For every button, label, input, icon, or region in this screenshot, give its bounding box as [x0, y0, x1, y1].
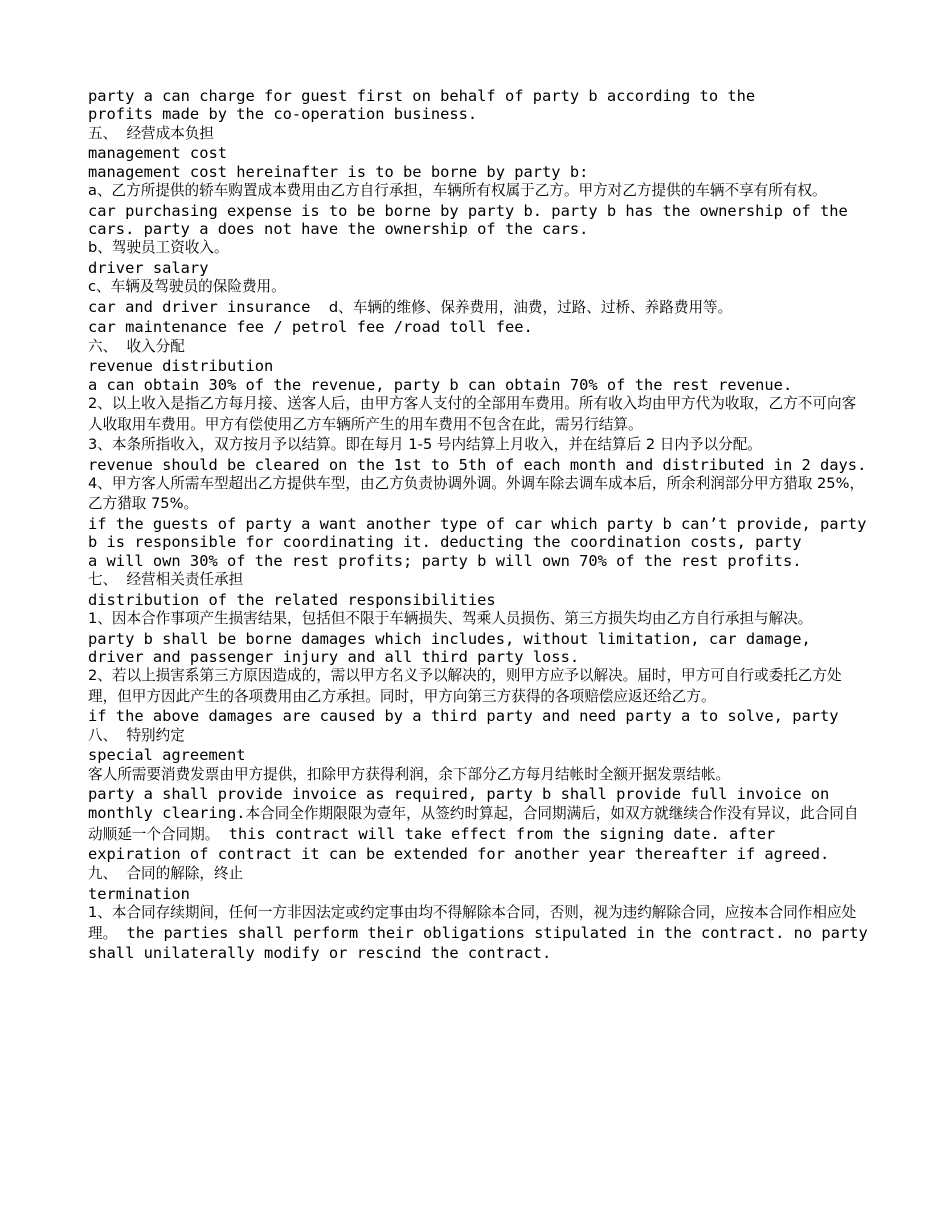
clause-d-cn: d、车辆的维修、保养费用，油费，过路、过桥、养路费用等。	[328, 298, 733, 316]
clause-a-cn: a、乙方所提供的轿车购置成本费用由乙方自行承担，车辆所有权属于乙方。甲方对乙方提供的车辆不享有所有权。	[88, 182, 827, 200]
section-6-title-en: revenue distribution	[88, 357, 274, 376]
section-7-title-en: distribution of the related responsibilities	[88, 590, 496, 609]
clause-6-2-cn: 2、以上收入是指乙方每月接、送客人后，由甲方客人支付的全部用车费用。所有收入均由甲方代为收取，乙方不可向客人收取用车费用。甲方有偿使用乙方车辆所产生的用车费用不包含在此，需另行结算。	[88, 395, 857, 433]
document-page	[88, 87, 878, 963]
section-8-heading: 八、 特别约定	[88, 726, 185, 744]
clause-8-invoice-en: party a shall provide invoice as required, party b shall provide full invoice on monthly clearing.	[88, 785, 839, 823]
clause-6-3-cn: 3、本条所指收入，双方按月予以结算。即在每月 1-5 号内结算上月收入，并在结算后 2 日内予以分配。	[88, 436, 762, 454]
clause-c-d-mixed	[88, 298, 868, 319]
clause-d-en: car maintenance fee / petrol fee /road toll fee.	[88, 318, 533, 337]
section-9-title-en: termination	[88, 884, 190, 903]
section-6-heading: 六、 收入分配	[88, 337, 185, 355]
section-7-heading: 七、 经营相关责任承担	[88, 571, 244, 589]
clause-7-2-en: if the above damages are caused by a third party and need party a to solve, party	[88, 707, 839, 726]
section-5-heading: 五、 经营成本负担	[88, 124, 215, 142]
clause-c-cn: c、车辆及驾驶员的保险费用。	[88, 278, 286, 296]
clause-7-2-cn: 2、若以上损害系第三方原因造成的，需以甲方名义予以解决的，则甲方应予以解决。届时，甲方可自行或委托乙方处理，但甲方因此产生的各项费用由乙方承担。同时，甲方向第三方获得的各项赔偿应返还给乙方。	[88, 667, 842, 705]
clause-b-en: driver salary	[88, 258, 209, 277]
clause-8-term-cn: 本合同全作期限限为壹年，从签约时算起，合同期满后，如双方就继续合作没有异议，此合同自动顺延一个合同期。	[88, 805, 859, 843]
clause-b-cn: b、驾驶员工资收入。	[88, 239, 229, 257]
clause-8-term-en: this contract will take effect from the signing date. after expiration of contract it can be extended for another year thereafter if agreed.	[88, 824, 830, 864]
paragraph-management-cost: management cost hereinafter is to be borne by party b:	[88, 162, 589, 181]
paragraph-profit-charge: party a can charge for guest first on behalf of party b according to the profits made by the co-operation business.	[88, 87, 756, 124]
revenue-share-en: a can obtain 30% of the revenue, party b can obtain 70% of the rest revenue.	[88, 375, 793, 394]
section-5-title-en: management cost	[88, 144, 227, 163]
clause-8-invoice-cn: 客人所需要消费发票由甲方提供，扣除甲方获得利润，余下部分乙方每月结帐时全额开据发票结帐。	[88, 765, 731, 783]
section-8-title-en: special agreement	[88, 746, 246, 765]
clause-8-mixed	[88, 785, 868, 864]
clause-9-1-mixed	[88, 903, 878, 963]
clause-7-1-cn: 1、因本合作事项产生损害结果，包括但不限于车辆损失、驾乘人员损伤、第三方损失均由乙方自行承担与解决。	[88, 610, 813, 628]
clause-6-3-en: revenue should be cleared on the 1st to 5th of each month and distributed in 2 days.	[88, 455, 867, 474]
clause-9-1-en: the parties shall perform their obligations stipulated in the contract. no party shall unilaterally modify or rescind the contract.	[88, 923, 878, 963]
clause-6-4-cn: 4、甲方客人所需车型超出乙方提供车型，由乙方负责协调外调。外调车除去调车成本后，所余利润部分甲方猎取 25%，乙方猎取 75%。	[88, 474, 865, 513]
clause-6-4-en: if the guests of party a want another type of car which party b can’t provide, party b is responsible for coordinating it. deducting the coordination costs, party a will own 30% of the rest profits; party b will own 70% of the rest profits.	[88, 514, 867, 570]
clause-c-en: car and driver insurance	[88, 297, 329, 316]
clause-9-1-cn: 1、本合同存续期间，任何一方非因法定或约定事由均不得解除本合同，否则，视为违约解除合同，应按本合同作相应处理。	[88, 904, 857, 942]
clause-a-en: car purchasing expense is to be borne by party b. party b has the ownership of the cars. party a does not have the ownership of the cars.	[88, 201, 858, 239]
section-9-heading: 九、 合同的解除，终止	[88, 865, 244, 883]
clause-7-1-en: party b shall be borne damages which includes, without limitation, car damage, driver and passenger injury and all third party loss.	[88, 629, 821, 666]
